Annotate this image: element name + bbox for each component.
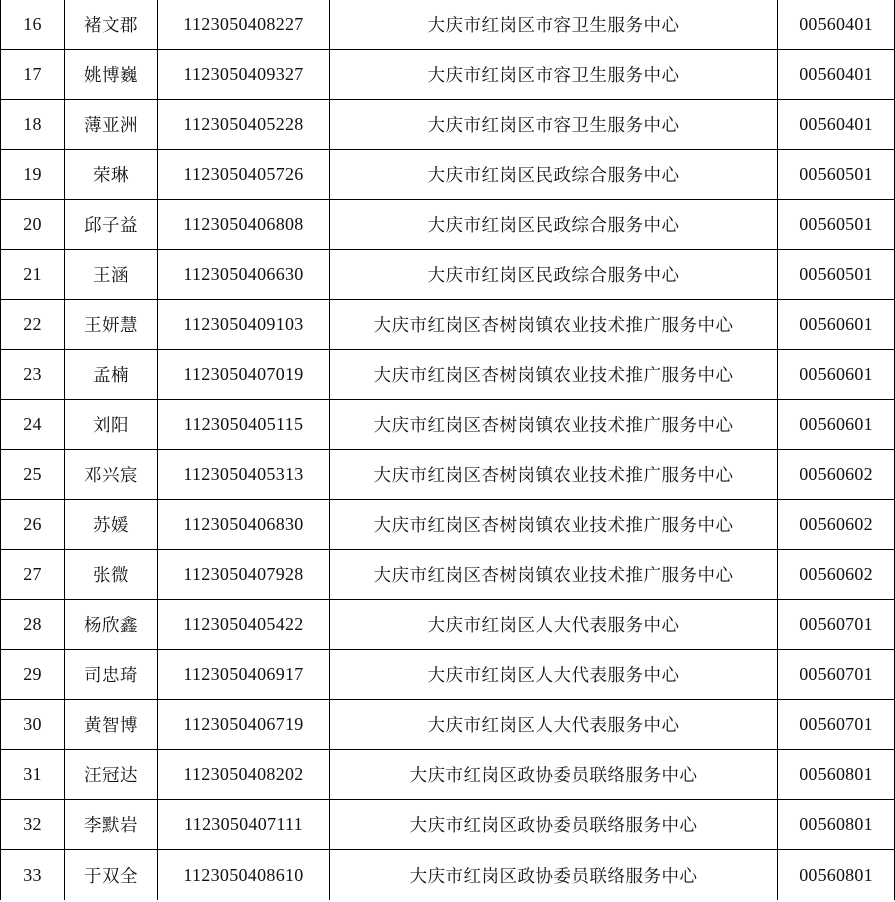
employer-unit-cell: 大庆市红岗区杏树岗镇农业技术推广服务中心 (330, 550, 778, 600)
name-cell: 王涵 (65, 250, 158, 300)
table-row (1, 200, 895, 250)
position-code-cell: 00560602 (778, 450, 895, 500)
position-code-cell: 00560801 (778, 800, 895, 850)
exam-ticket-cell: 1123050406808 (158, 200, 330, 250)
employer-unit-cell: 大庆市红岗区杏树岗镇农业技术推广服务中心 (330, 400, 778, 450)
sequence-cell: 28 (1, 600, 65, 650)
sequence-cell: 23 (1, 350, 65, 400)
name-cell: 苏媛 (65, 500, 158, 550)
position-code-cell: 00560501 (778, 250, 895, 300)
table-row (1, 0, 895, 50)
sequence-cell: 21 (1, 250, 65, 300)
employer-unit-cell: 大庆市红岗区人大代表服务中心 (330, 700, 778, 750)
exam-ticket-cell: 1123050407111 (158, 800, 330, 850)
exam-ticket-cell: 1123050405228 (158, 100, 330, 150)
name-cell: 王妍慧 (65, 300, 158, 350)
exam-ticket-cell: 1123050406917 (158, 650, 330, 700)
table-row (1, 300, 895, 350)
sequence-cell: 27 (1, 550, 65, 600)
name-cell: 荣琳 (65, 150, 158, 200)
position-code-cell: 00560601 (778, 350, 895, 400)
table-row (1, 750, 895, 800)
name-cell: 杨欣鑫 (65, 600, 158, 650)
table-row (1, 350, 895, 400)
position-code-cell: 00560602 (778, 500, 895, 550)
name-cell: 黄智博 (65, 700, 158, 750)
employer-unit-cell: 大庆市红岗区杏树岗镇农业技术推广服务中心 (330, 350, 778, 400)
exam-ticket-cell: 1123050406830 (158, 500, 330, 550)
sequence-cell: 26 (1, 500, 65, 550)
table-row (1, 550, 895, 600)
sequence-cell: 16 (1, 0, 65, 50)
sequence-cell: 22 (1, 300, 65, 350)
position-code-cell: 00560602 (778, 550, 895, 600)
sequence-cell: 25 (1, 450, 65, 500)
sequence-cell: 17 (1, 50, 65, 100)
position-code-cell: 00560801 (778, 750, 895, 800)
name-cell: 孟楠 (65, 350, 158, 400)
position-code-cell: 00560801 (778, 850, 895, 901)
roster-body (1, 0, 895, 900)
name-cell: 于双全 (65, 850, 158, 901)
sequence-cell: 30 (1, 700, 65, 750)
employer-unit-cell: 大庆市红岗区人大代表服务中心 (330, 650, 778, 700)
table-row (1, 650, 895, 700)
position-code-cell: 00560401 (778, 50, 895, 100)
employer-unit-cell: 大庆市红岗区民政综合服务中心 (330, 250, 778, 300)
employer-unit-cell: 大庆市红岗区民政综合服务中心 (330, 200, 778, 250)
name-cell: 邓兴宸 (65, 450, 158, 500)
employer-unit-cell: 大庆市红岗区杏树岗镇农业技术推广服务中心 (330, 500, 778, 550)
position-code-cell: 00560601 (778, 300, 895, 350)
exam-ticket-cell: 1123050405422 (158, 600, 330, 650)
employer-unit-cell: 大庆市红岗区政协委员联络服务中心 (330, 800, 778, 850)
position-code-cell: 00560701 (778, 700, 895, 750)
name-cell: 张微 (65, 550, 158, 600)
sequence-cell: 32 (1, 800, 65, 850)
sequence-cell: 29 (1, 650, 65, 700)
name-cell: 汪冠达 (65, 750, 158, 800)
position-code-cell: 00560701 (778, 600, 895, 650)
table-row (1, 600, 895, 650)
name-cell: 褚文郡 (65, 0, 158, 50)
name-cell: 李默岩 (65, 800, 158, 850)
position-code-cell: 00560401 (778, 0, 895, 50)
table-row (1, 700, 895, 750)
position-code-cell: 00560501 (778, 150, 895, 200)
name-cell: 姚博巍 (65, 50, 158, 100)
employer-unit-cell: 大庆市红岗区市容卫生服务中心 (330, 100, 778, 150)
table-row (1, 50, 895, 100)
exam-ticket-cell: 1123050405313 (158, 450, 330, 500)
employer-unit-cell: 大庆市红岗区民政综合服务中心 (330, 150, 778, 200)
exam-ticket-cell: 1123050407928 (158, 550, 330, 600)
name-cell: 刘阳 (65, 400, 158, 450)
table-row (1, 250, 895, 300)
exam-ticket-cell: 1123050408202 (158, 750, 330, 800)
position-code-cell: 00560401 (778, 100, 895, 150)
exam-ticket-cell: 1123050408227 (158, 0, 330, 50)
exam-ticket-cell: 1123050406719 (158, 700, 330, 750)
exam-ticket-cell: 1123050409327 (158, 50, 330, 100)
name-cell: 邱子益 (65, 200, 158, 250)
exam-ticket-cell: 1123050407019 (158, 350, 330, 400)
sequence-cell: 24 (1, 400, 65, 450)
position-code-cell: 00560701 (778, 650, 895, 700)
table-row (1, 150, 895, 200)
employer-unit-cell: 大庆市红岗区政协委员联络服务中心 (330, 850, 778, 901)
table-row (1, 500, 895, 550)
table-row (1, 850, 895, 901)
exam-ticket-cell: 1123050405115 (158, 400, 330, 450)
employer-unit-cell: 大庆市红岗区市容卫生服务中心 (330, 0, 778, 50)
name-cell: 司忠琦 (65, 650, 158, 700)
position-code-cell: 00560501 (778, 200, 895, 250)
exam-ticket-cell: 1123050409103 (158, 300, 330, 350)
name-cell: 薄亚洲 (65, 100, 158, 150)
table-row (1, 450, 895, 500)
employer-unit-cell: 大庆市红岗区杏树岗镇农业技术推广服务中心 (330, 450, 778, 500)
employer-unit-cell: 大庆市红岗区人大代表服务中心 (330, 600, 778, 650)
exam-ticket-cell: 1123050405726 (158, 150, 330, 200)
exam-ticket-cell: 1123050408610 (158, 850, 330, 901)
position-code-cell: 00560601 (778, 400, 895, 450)
exam-ticket-cell: 1123050406630 (158, 250, 330, 300)
employer-unit-cell: 大庆市红岗区市容卫生服务中心 (330, 50, 778, 100)
employer-unit-cell: 大庆市红岗区政协委员联络服务中心 (330, 750, 778, 800)
table-row (1, 100, 895, 150)
employer-unit-cell: 大庆市红岗区杏树岗镇农业技术推广服务中心 (330, 300, 778, 350)
sequence-cell: 20 (1, 200, 65, 250)
sequence-cell: 19 (1, 150, 65, 200)
table-row (1, 800, 895, 850)
sequence-cell: 18 (1, 100, 65, 150)
table-row (1, 400, 895, 450)
sequence-cell: 31 (1, 750, 65, 800)
sequence-cell: 33 (1, 850, 65, 901)
